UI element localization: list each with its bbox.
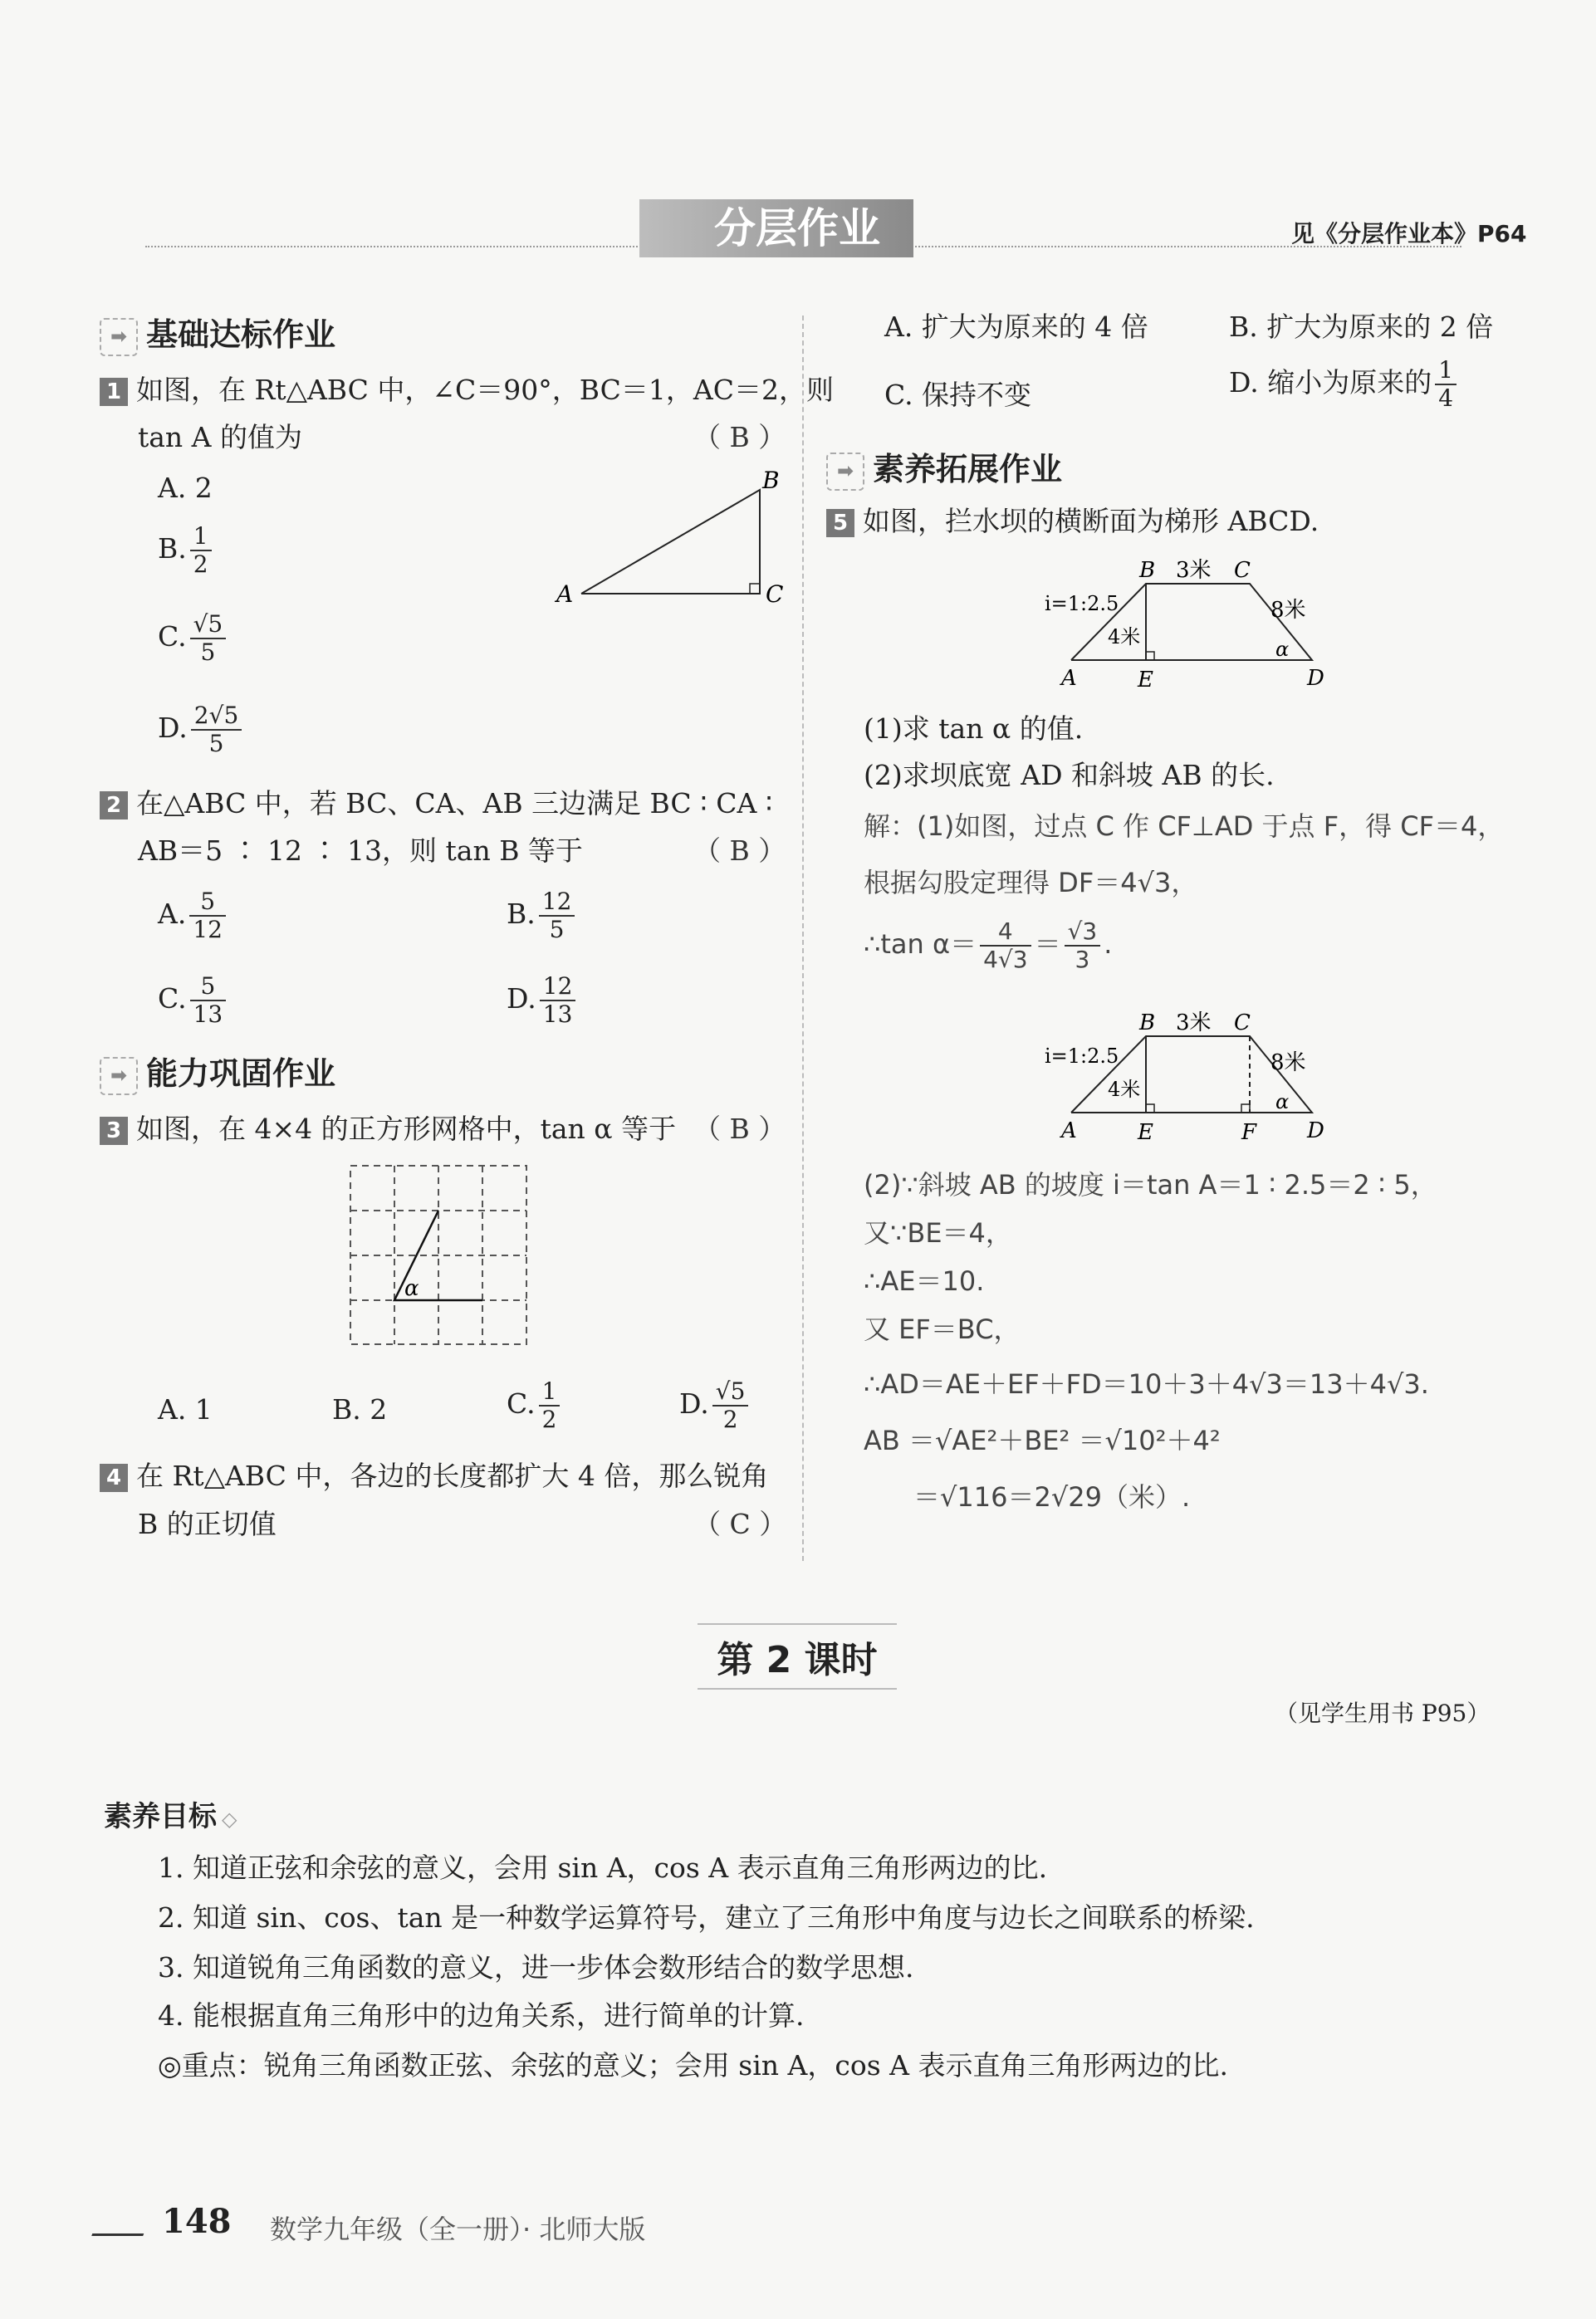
footer-page-number: 148 (162, 2202, 232, 2241)
q5-line1: 5 如图，拦水坝的横断面为梯形 ABCD. (826, 503, 1319, 540)
dam2-label-side: 8米 (1270, 1050, 1306, 1075)
dam2-label-height: 4米 (1108, 1078, 1141, 1101)
header-banner: 分层作业 (639, 199, 913, 257)
dam1-label-c: C (1234, 558, 1251, 583)
q1-label-c: C (766, 580, 784, 608)
goal-item-1: 1. 知道正弦和余弦的意义，会用 sin A，cos A 表示直角三角形两边的比. (158, 1852, 1048, 1884)
q1-triangle-figure (548, 465, 789, 614)
q5-sol1b: 根据勾股定理得 DF＝4√3， (864, 867, 1198, 898)
q5-sub1: (1)求 tan α 的值. (864, 712, 1084, 745)
q5-sub2: (2)求坝底宽 AD 和斜坡 AB 的长. (864, 759, 1275, 791)
q3-alpha: α (404, 1276, 419, 1301)
q1-option-a: A. 2 (158, 472, 213, 504)
q5-sol2e: ∴AD＝AE＋EF＋FD＝10＋3＋4√3＝13＋4√3. (864, 1368, 1429, 1400)
footer-ornament (91, 2200, 156, 2236)
q5-sol1a: 解：(1)如图，过点 C 作 CF⊥AD 于点 F，得 CF＝4， (864, 810, 1505, 842)
q5-sol1c: ∴tan α＝ $\frac{4}{4√3}$ ＝ $\frac{√3}{3}$ . (864, 917, 1113, 973)
lesson-title: 第 2 课时 (698, 1623, 897, 1690)
arrow-icon: ➡ (100, 1057, 138, 1095)
dam2-label-alpha: α (1275, 1090, 1290, 1113)
q1-label-b: B (762, 467, 780, 494)
q4-line1: 4 在 Rt△ABC 中，各边的长度都扩大 4 倍，那么锐角 (100, 1458, 768, 1495)
dam1-label-top: 3米 (1176, 558, 1212, 583)
dam2-label-top: 3米 (1176, 1010, 1212, 1035)
q1-line2: tan A 的值为 (138, 421, 302, 453)
dam2-label-e: E (1138, 1120, 1153, 1145)
q3-answer: （ B ） (693, 1113, 786, 1145)
q5-sol2g: ＝√116＝2√29（米）. (913, 1481, 1191, 1513)
q5-dam-figure-2 (1030, 1005, 1345, 1146)
q2-number: 2 (100, 791, 128, 819)
goal-item-2: 2. 知道 sin、cos、tan 是一种数学运算符号，建立了三角形中角度与边长之间联系的桥梁. (158, 1901, 1255, 1934)
q3-option-a: A. 1 (158, 1393, 213, 1426)
goal-key: ◎重点：锐角三角函数正弦、余弦的意义；会用 sin A，cos A 表示直角三角形两边的比. (158, 2049, 1228, 2082)
q1-option-b: B. $\frac{1}{2}$ (158, 523, 215, 578)
dam1-label-slope: i=1:2.5 (1045, 592, 1119, 615)
goals-title: 素养目标 ◇ (104, 1800, 237, 1833)
section-extend: ➡ 素养拓展作业 (826, 443, 1062, 491)
dam2-label-c: C (1234, 1010, 1251, 1035)
lesson-ref: （见学生用书 P95） (1275, 1700, 1491, 1727)
q2-option-d: D. $\frac{12}{13}$ (507, 973, 579, 1028)
q1-number: 1 (100, 378, 128, 406)
q4-answer: （ C ） (693, 1508, 787, 1540)
arrow-icon: ➡ (826, 453, 864, 491)
q5-number: 5 (826, 509, 854, 537)
dam2-label-d: D (1307, 1118, 1324, 1143)
q1-option-c: C. $\frac{√5}{5}$ (158, 611, 229, 666)
section-ability: ➡ 能力巩固作业 (100, 1048, 335, 1095)
diamond-icon: ◇ (222, 1808, 237, 1831)
dam2-label-f: F (1241, 1120, 1257, 1145)
dam1-label-height: 4米 (1108, 625, 1141, 648)
q3-number: 3 (100, 1117, 128, 1145)
q4-number: 4 (100, 1464, 128, 1492)
q4-option-a: A. 扩大为原来的 4 倍 (884, 311, 1148, 343)
dam1-label-e: E (1138, 668, 1153, 692)
q3-line1: 3 如图，在 4×4 的正方形网格中，tan α 等于 (100, 1111, 676, 1147)
q2-option-a: A. $\frac{5}{12}$ (158, 888, 229, 943)
q4-option-b: B. 扩大为原来的 2 倍 (1229, 311, 1494, 343)
q2-answer: （ B ） (693, 834, 786, 867)
footer-book-title: 数学九年级（全一册）· 北师大版 (270, 2214, 646, 2245)
q4-option-d: D. 缩小为原来的 $\frac{1}{4}$ (1229, 357, 1460, 412)
dam1-label-b: B (1139, 558, 1156, 583)
q1-label-a: A (556, 580, 574, 608)
dam1-label-a: A (1061, 666, 1077, 691)
q2-line2: AB＝5 ∶ 12 ∶ 13，则 tan B 等于 (138, 834, 583, 867)
q5-sol2f: AB ＝√AE²＋BE² ＝√10²＋4² (864, 1425, 1221, 1456)
q1-option-d: D. $\frac{2√5}{5}$ (158, 702, 245, 757)
q5-sol2b: 又∵BE＝4， (864, 1217, 1012, 1249)
q4-option-c: C. 保持不变 (884, 379, 1032, 411)
dam2-label-b: B (1139, 1010, 1156, 1035)
q2-option-b: B. $\frac{12}{5}$ (507, 888, 578, 943)
q1-line1: 1 如图，在 Rt△ABC 中，∠C＝90°，BC＝1，AC＝2，则 (100, 372, 834, 409)
q3-option-c: C. $\frac{1}{2}$ (507, 1378, 563, 1433)
goal-item-4: 4. 能根据直角三角形中的边角关系，进行简单的计算. (158, 1999, 805, 2032)
dam2-label-slope: i=1:2.5 (1045, 1045, 1119, 1068)
dam1-label-d: D (1307, 666, 1324, 691)
q5-sol2c: ∴AE＝10. (864, 1265, 985, 1297)
q3-option-b: B. 2 (332, 1393, 388, 1426)
q4-line2: B 的正切值 (138, 1508, 277, 1540)
q5-sol2d: 又 EF＝BC， (864, 1314, 1021, 1345)
column-divider (802, 316, 804, 1561)
q2-option-c: C. $\frac{5}{13}$ (158, 973, 229, 1028)
q3-option-d: D. $\frac{√5}{2}$ (679, 1378, 751, 1433)
q2-line1: 2 在△ABC 中，若 BC、CA、AB 三边满足 BC ∶ CA ∶ (100, 785, 772, 822)
dam2-label-a: A (1061, 1118, 1077, 1143)
dam1-label-alpha: α (1275, 638, 1290, 661)
header-ref: 见《分层作业本》P64 (1291, 220, 1527, 247)
goal-item-3: 3. 知道锐角三角函数的意义，进一步体会数形结合的数学思想. (158, 1951, 914, 1984)
q3-grid-figure (349, 1162, 531, 1349)
q1-answer: （ B ） (693, 421, 786, 453)
q5-sol2a: (2)∵斜坡 AB 的坡度 i＝tan A＝1 ∶ 2.5＝2 ∶ 5， (864, 1169, 1437, 1201)
arrow-icon: ➡ (100, 318, 138, 356)
q5-dam-figure-1 (1030, 552, 1345, 693)
section-basic: ➡ 基础达标作业 (100, 309, 335, 356)
dam1-label-side: 8米 (1270, 598, 1306, 623)
